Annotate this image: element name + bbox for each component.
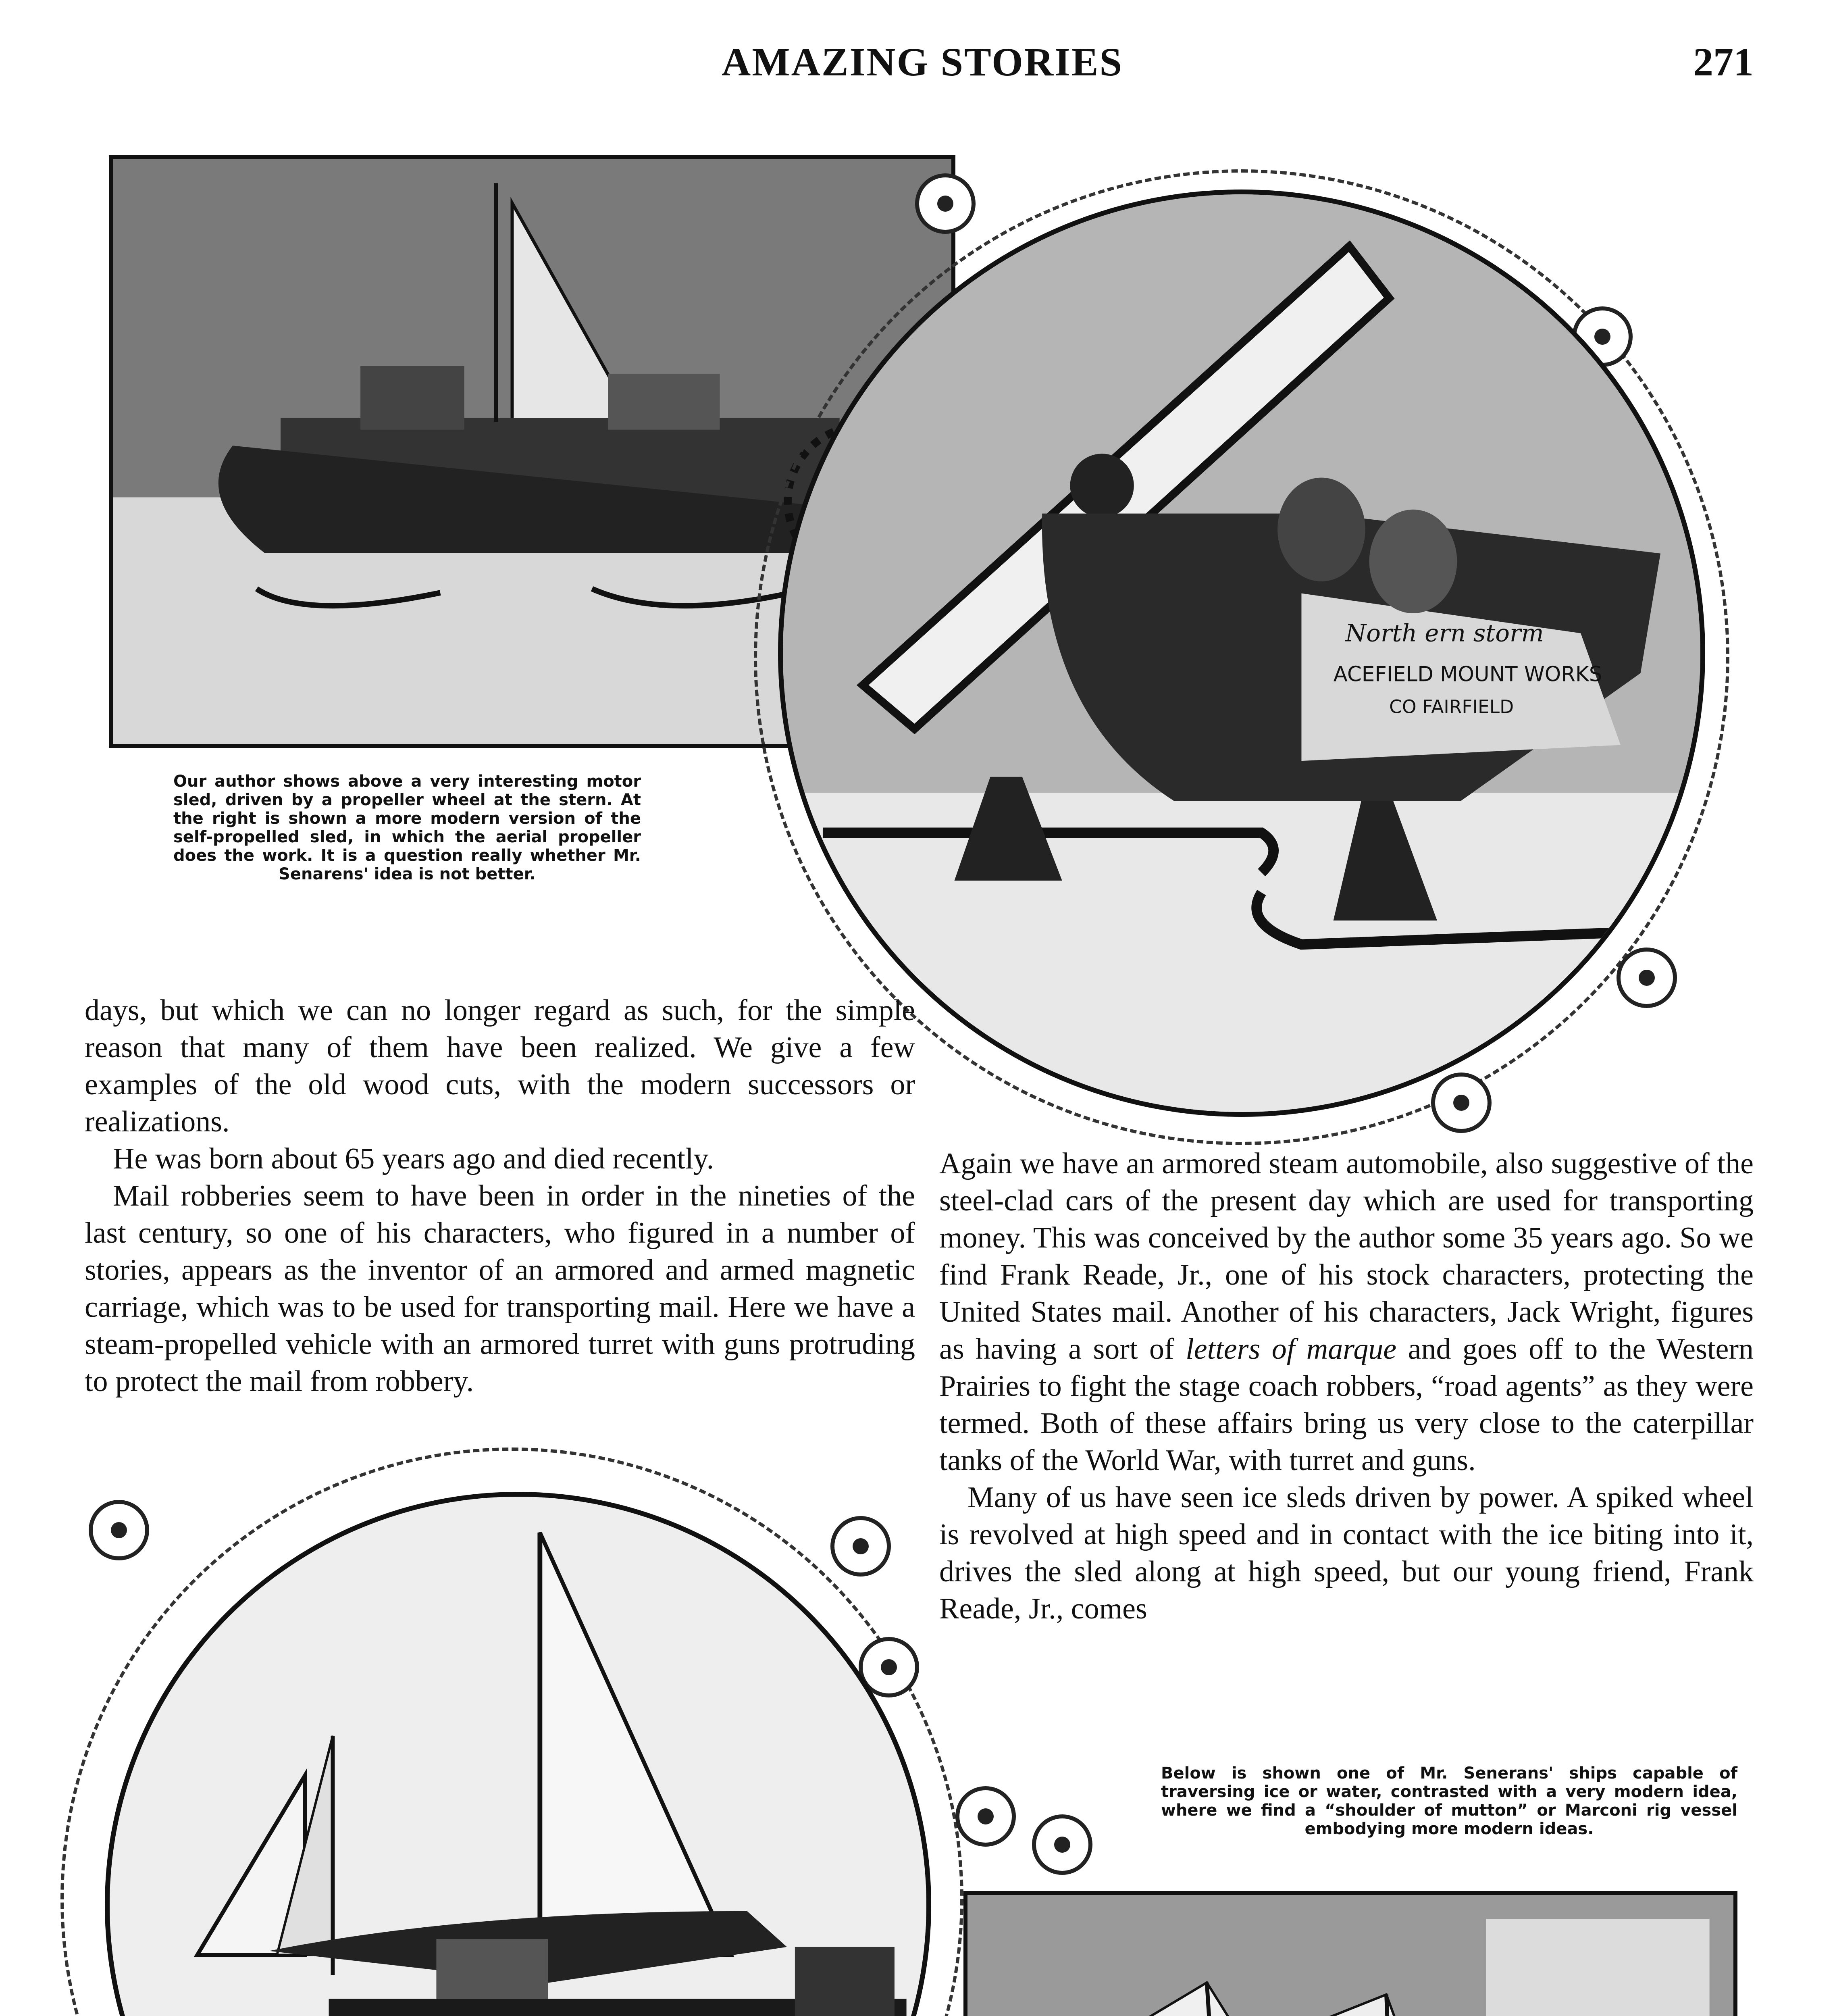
paragraph-text: and goes off to the Western Prairies to fight the stage coach robbers, “road agents” as they were termed. Both of these affairs bring us very close to the caterpillar tanks of the World War, with turret and guns. <box>939 1333 1754 1477</box>
sled-fuselage-label-2: ACEFIELD MOUNT WORKS <box>1333 662 1602 687</box>
flower-ornament <box>915 173 976 234</box>
flower-ornament <box>955 1786 1016 1847</box>
paragraph: Many of us have seen ice sleds driven by power. A spiked wheel is revolved at high speed and in contact with the ice biting into it, drives the sled along at high speed, but our young friend, Frank Reade, Jr., comes <box>939 1481 1754 1625</box>
running-header: AMAZING STORIES <box>722 40 1123 84</box>
paragraph: He was born about 65 years ago and died recently. <box>113 1142 714 1175</box>
flower-ornament <box>1617 948 1677 1008</box>
flower-ornament <box>830 1516 891 1577</box>
page-number: 271 <box>1693 40 1754 84</box>
top-photo-caption: Our author shows above a very interesting motor sled, driven by a propeller wheel at the stern. At the right is shown a more modern version of the self-propelled sled, in which the aerial propeller does the work. It is a question really whether Mr. Senarens' idea is not better. <box>173 772 641 883</box>
right-column-text <box>939 1145 1754 1627</box>
propeller-sled-photo <box>778 190 1705 1117</box>
italic-phrase: letters of marque <box>1186 1333 1397 1366</box>
sled-fuselage-label-1: North ern storm <box>1345 619 1544 648</box>
flower-ornament <box>89 1500 149 1560</box>
paragraph-text: Again we have an armored steam automobile, also suggestive of the steel-clad cars of the present day which are used for transporting money. This was conceived by the author some 35 years ago. So we find Frank Reade, Jr., one of his stock characters, protecting the United States mail. Another of his characters, Jack Wright, figures as having a sort of <box>939 1147 1754 1366</box>
paragraph: Mail robberies seem to have been in order in the nineties of the last century, so one of his characters, who figured in a number of stories, appears as the inventor of an armored and armed magnetic carriage, which was to be used for transporting mail. Here we have a steam-propelled vehicle with an armored turret with guns protruding to protect the mail from robbery. <box>85 1179 915 1398</box>
paragraph-continued: days, but which we can no longer regard as such, for the simple reason that many of them have been realized. We give a few examples of the old wood cuts, with the modern successors or realizations. <box>85 994 915 1138</box>
left-column-text <box>85 992 915 1400</box>
flower-ornament <box>1431 1073 1492 1133</box>
sled-fuselage-label-3: CO FAIRFIELD <box>1389 696 1514 718</box>
bottom-photo-caption: Below is shown one of Mr. Senerans' ships capable of traversing ice or water, contrasted with a very modern idea, where we find a “shoulder of mutton” or Marconi rig vessel embodying more modern ideas. <box>1161 1764 1737 1838</box>
flower-ornament <box>1032 1814 1092 1875</box>
paragraph <box>939 1145 1754 1479</box>
ice-ship-woodcut-photo <box>963 1891 1737 2016</box>
